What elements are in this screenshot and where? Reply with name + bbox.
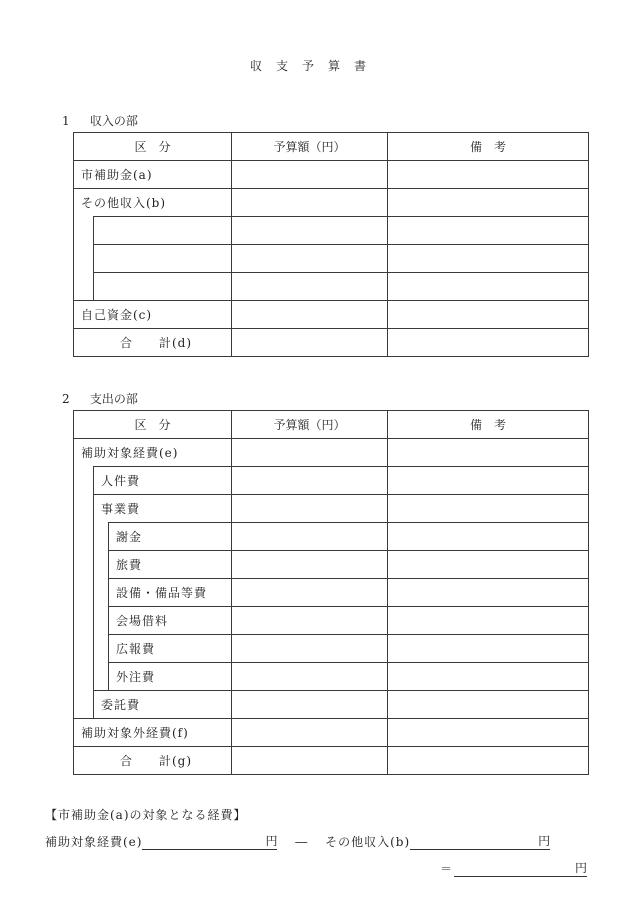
venue-amount-cell[interactable]	[232, 607, 388, 635]
yen-unit: 円	[265, 834, 278, 848]
expense-section-title	[62, 390, 138, 407]
own-funds-amount-cell[interactable]	[232, 301, 388, 329]
equipment-label: 設備・備品等費	[109, 579, 232, 607]
expense-row-honorarium	[74, 523, 589, 551]
ineligible-amount-cell[interactable]	[232, 719, 388, 747]
business-label: 事業費	[94, 495, 232, 523]
income-header-remarks: 備 考	[388, 133, 589, 161]
equipment-amount-cell[interactable]	[232, 579, 388, 607]
equipment-remarks-cell[interactable]	[388, 579, 589, 607]
other-income-sub-3-amount-cell[interactable]	[232, 273, 388, 301]
travel-amount-cell[interactable]	[232, 551, 388, 579]
expense-row-venue	[74, 607, 589, 635]
eligible-expense-label: 補助対象経費(e)	[74, 439, 232, 467]
income-total-label: 合 計(d)	[74, 329, 232, 357]
eligible-indent	[74, 607, 94, 635]
eligible-amount-cell[interactable]	[232, 439, 388, 467]
other-income-remarks-cell[interactable]	[388, 189, 589, 217]
other-income-sub-1-label-cell[interactable]	[94, 217, 232, 245]
eligible-indent	[74, 551, 94, 579]
yen-unit: 円	[538, 834, 551, 848]
commission-label: 委託費	[94, 691, 232, 719]
advertising-amount-cell[interactable]	[232, 635, 388, 663]
formula-eligible-label: 補助対象経費(e)	[45, 835, 143, 849]
eligible-indent	[74, 467, 94, 495]
expense-row-equipment	[74, 579, 589, 607]
other-income-sub-1-remarks-cell[interactable]	[388, 217, 589, 245]
minus-sign: ―	[295, 835, 308, 849]
income-total-amount-cell[interactable]	[232, 329, 388, 357]
city-subsidy-remarks-cell[interactable]	[388, 161, 589, 189]
eligible-indent	[74, 691, 94, 719]
expense-section-number: 2	[62, 392, 70, 406]
eligible-remarks-cell[interactable]	[388, 439, 589, 467]
other-income-label: その他収入(b)	[74, 189, 232, 217]
yen-unit: 円	[574, 861, 587, 875]
advertising-label: 広報費	[109, 635, 232, 663]
other-income-sub-2-amount-cell[interactable]	[232, 245, 388, 273]
commission-amount-cell[interactable]	[232, 691, 388, 719]
outsourcing-label: 外注費	[109, 663, 232, 691]
travel-label: 旅費	[109, 551, 232, 579]
eligible-indent	[74, 663, 94, 691]
expense-header-category: 区 分	[74, 411, 232, 439]
other-income-sub-3-remarks-cell[interactable]	[388, 273, 589, 301]
eligible-indent	[74, 495, 94, 523]
result-amount-field[interactable]	[454, 861, 587, 877]
other-income-amount-cell[interactable]	[232, 189, 388, 217]
other-income-sub-1-amount-cell[interactable]	[232, 217, 388, 245]
travel-remarks-cell[interactable]	[388, 551, 589, 579]
expense-header-row	[74, 411, 589, 439]
honorarium-remarks-cell[interactable]	[388, 523, 589, 551]
own-funds-remarks-cell[interactable]	[388, 301, 589, 329]
business-amount-cell[interactable]	[232, 495, 388, 523]
city-subsidy-amount-cell[interactable]	[232, 161, 388, 189]
formula-other-income-label: その他収入(b)	[325, 835, 411, 849]
income-section-title	[62, 112, 138, 129]
income-total-remarks-cell[interactable]	[388, 329, 589, 357]
expense-row-eligible	[74, 439, 589, 467]
expense-row-advertising	[74, 635, 589, 663]
eligible-indent	[74, 635, 94, 663]
expense-total-remarks-cell[interactable]	[388, 747, 589, 775]
business-indent	[94, 579, 109, 607]
eligible-amount-field[interactable]	[142, 834, 277, 850]
ineligible-expense-label: 補助対象外経費(f)	[74, 719, 232, 747]
expense-header-amount: 予算額（円）	[232, 411, 388, 439]
formula-line-2	[440, 860, 587, 877]
business-indent	[94, 607, 109, 635]
personnel-amount-cell[interactable]	[232, 467, 388, 495]
expense-total-amount-cell[interactable]	[232, 747, 388, 775]
business-indent	[94, 635, 109, 663]
expense-row-total	[74, 747, 589, 775]
expense-row-ineligible	[74, 719, 589, 747]
ineligible-remarks-cell[interactable]	[388, 719, 589, 747]
document-title: 収支予算書	[249, 59, 380, 73]
expense-header-remarks: 備 考	[388, 411, 589, 439]
income-header-category: 区 分	[74, 133, 232, 161]
income-section-label: 収入の部	[89, 114, 138, 128]
other-income-sub-row-1	[74, 217, 589, 245]
personnel-label: 人件費	[94, 467, 232, 495]
other-income-sub-2-remarks-cell[interactable]	[388, 245, 589, 273]
formula-line-1	[45, 833, 550, 850]
equals-sign: ＝	[440, 862, 453, 876]
other-income-amount-field[interactable]	[410, 834, 550, 850]
outsourcing-amount-cell[interactable]	[232, 663, 388, 691]
other-income-indent	[74, 217, 94, 245]
honorarium-amount-cell[interactable]	[232, 523, 388, 551]
eligible-indent	[74, 579, 94, 607]
eligible-indent	[74, 523, 94, 551]
expense-total-label: 合 計(g)	[74, 747, 232, 775]
own-funds-label: 自己資金(c)	[74, 301, 232, 329]
expense-row-business	[74, 495, 589, 523]
income-row-city-subsidy	[74, 161, 589, 189]
other-income-sub-3-label-cell[interactable]	[94, 273, 232, 301]
expense-row-personnel	[74, 467, 589, 495]
other-income-sub-2-label-cell[interactable]	[94, 245, 232, 273]
commission-remarks-cell[interactable]	[388, 691, 589, 719]
business-remarks-cell[interactable]	[388, 495, 589, 523]
income-header-amount: 予算額（円）	[232, 133, 388, 161]
income-row-own-funds	[74, 301, 589, 329]
income-table	[73, 132, 589, 357]
expense-row-commission	[74, 691, 589, 719]
venue-label: 会場借料	[109, 607, 232, 635]
expense-row-outsourcing	[74, 663, 589, 691]
income-header-row	[74, 133, 589, 161]
subsidy-target-heading: 【市補助金(a)の対象となる経費】	[45, 808, 247, 822]
business-indent	[94, 663, 109, 691]
honorarium-label: 謝金	[109, 523, 232, 551]
income-row-total	[74, 329, 589, 357]
business-indent	[94, 551, 109, 579]
expense-table	[73, 410, 589, 775]
income-section-number: 1	[62, 114, 70, 128]
outsourcing-remarks-cell[interactable]	[388, 663, 589, 691]
other-income-indent	[74, 273, 94, 301]
city-subsidy-label: 市補助金(a)	[74, 161, 232, 189]
venue-remarks-cell[interactable]	[388, 607, 589, 635]
business-indent	[94, 523, 109, 551]
income-row-other-income	[74, 189, 589, 217]
other-income-sub-row-3	[74, 273, 589, 301]
other-income-indent	[74, 245, 94, 273]
expense-row-travel	[74, 551, 589, 579]
other-income-sub-row-2	[74, 245, 589, 273]
advertising-remarks-cell[interactable]	[388, 635, 589, 663]
personnel-remarks-cell[interactable]	[388, 467, 589, 495]
expense-section-label: 支出の部	[89, 392, 138, 406]
